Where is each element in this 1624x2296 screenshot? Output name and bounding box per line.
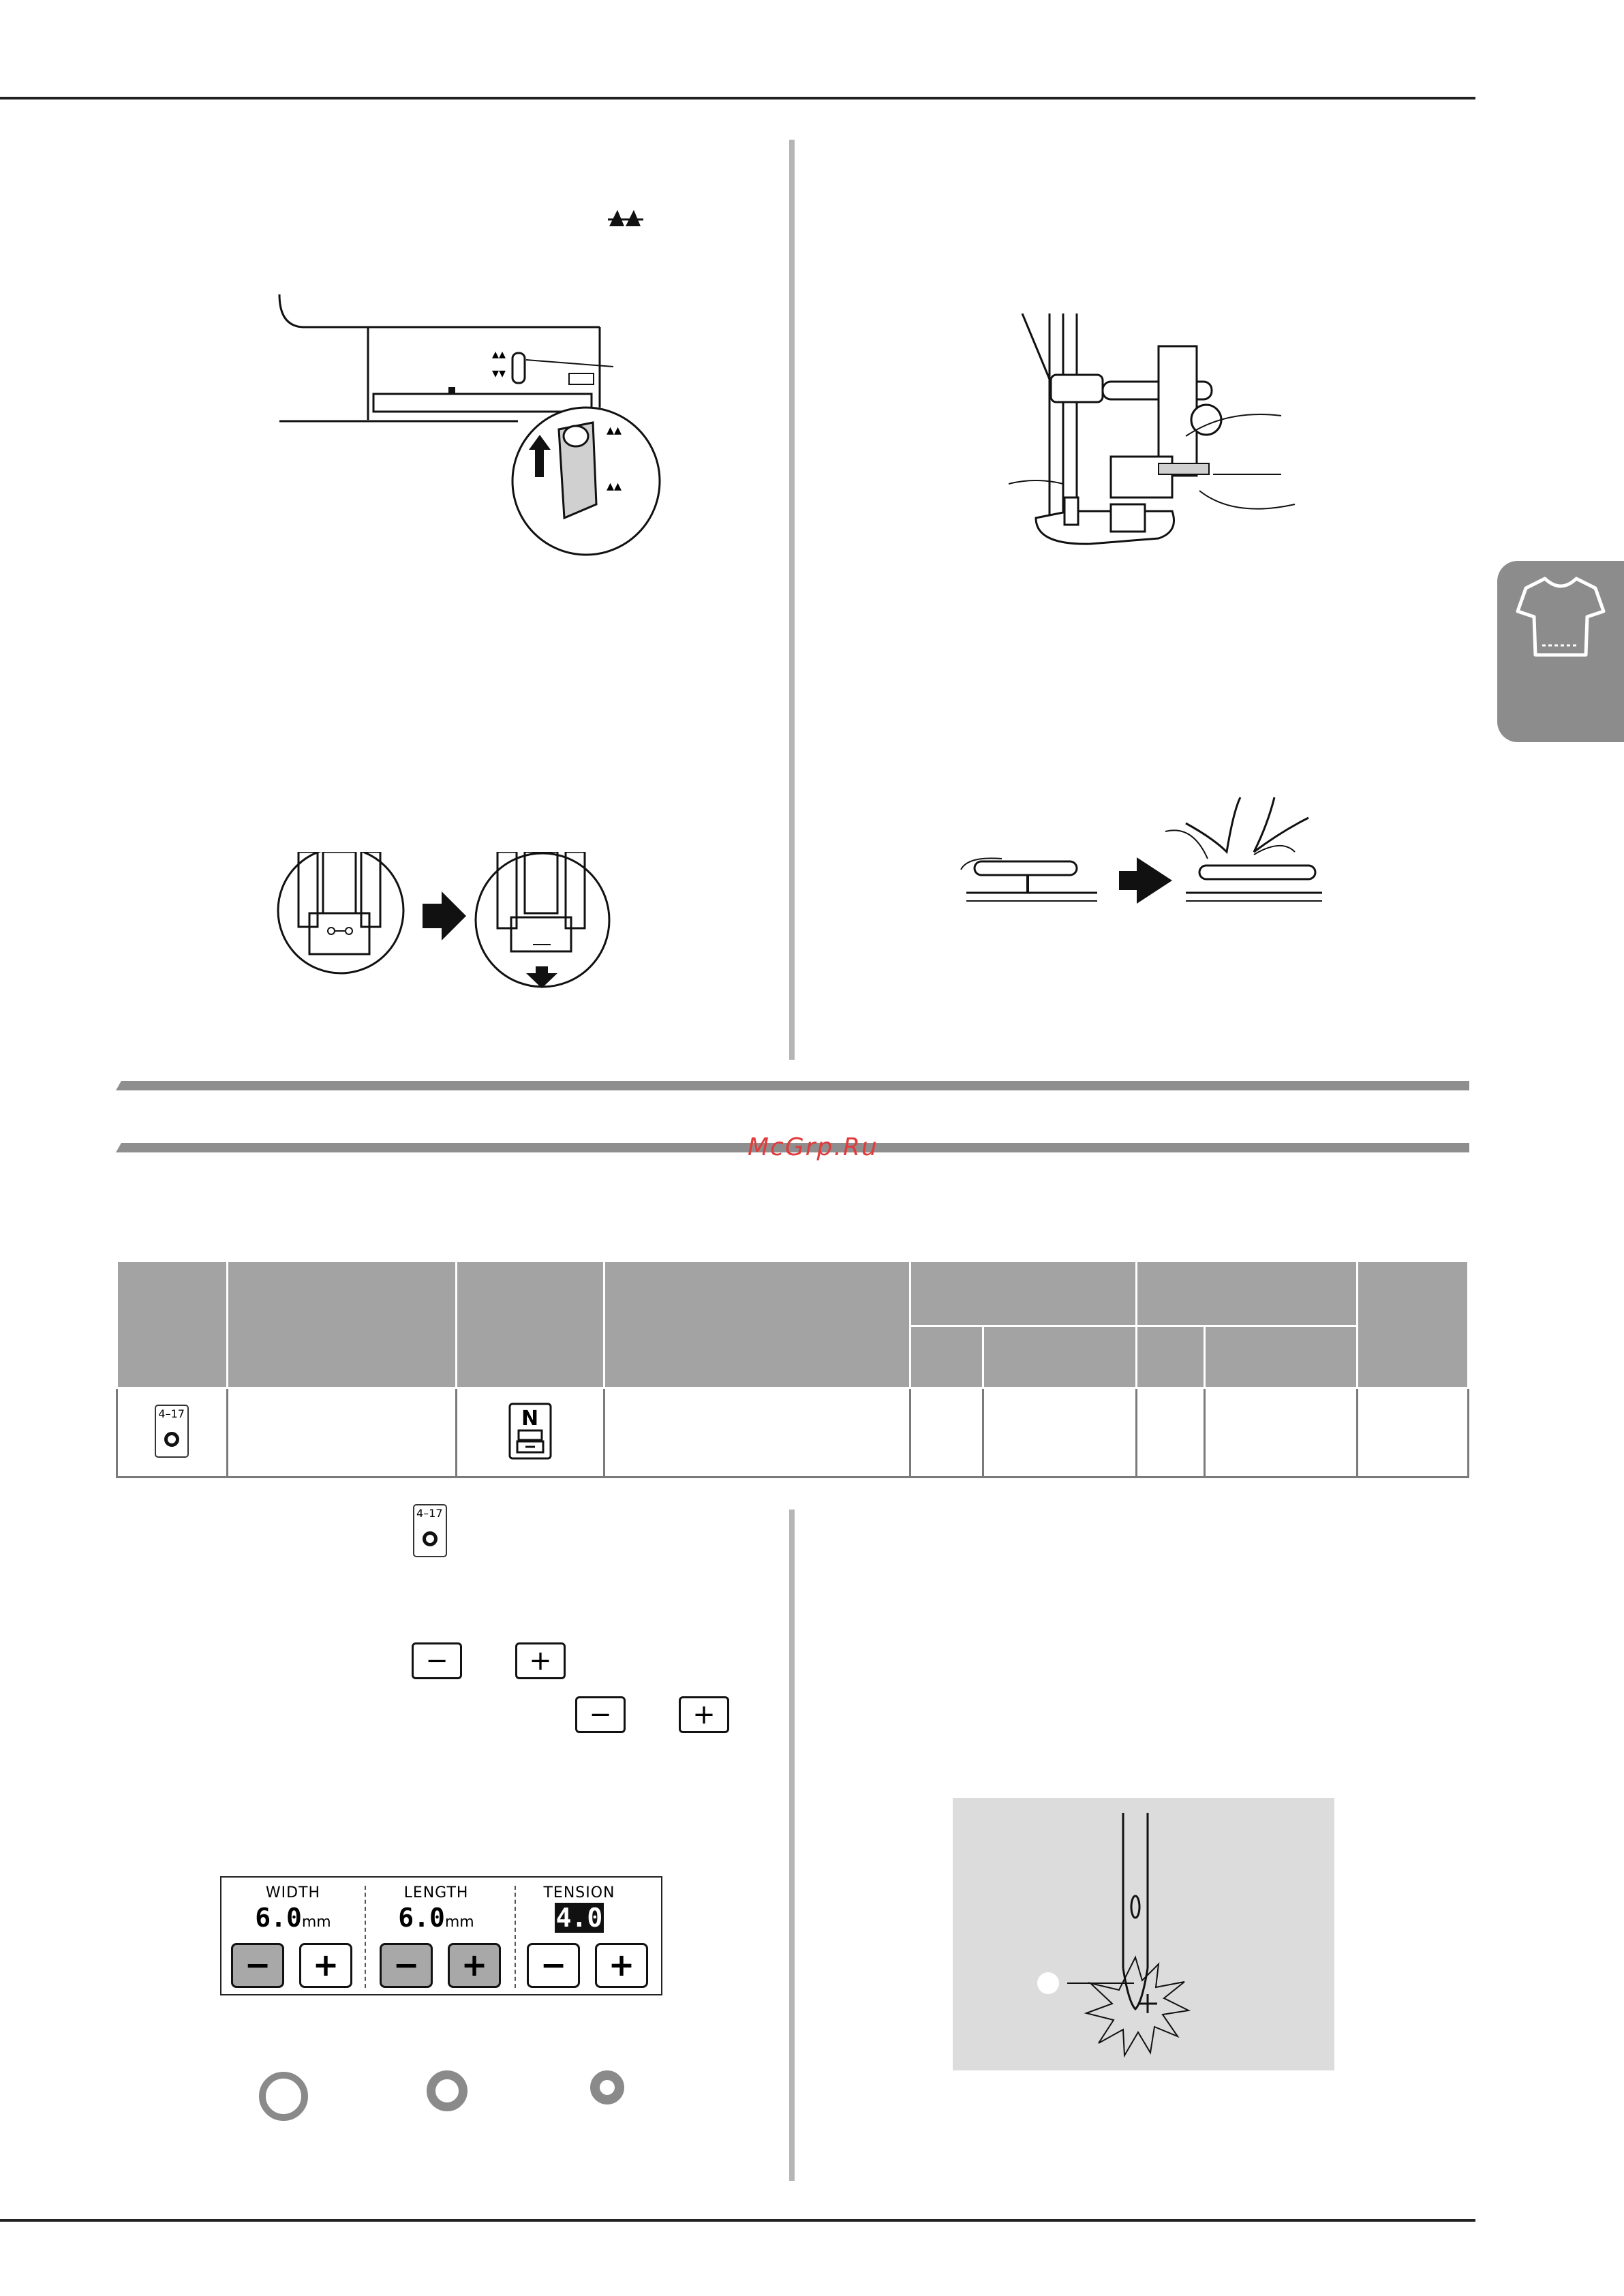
tension-value: 4.0: [555, 1903, 603, 1933]
presser-foot-needle-illustration: [1009, 313, 1308, 559]
thread-tie-illustration: [954, 791, 1336, 913]
length-value: 6.0: [398, 1903, 445, 1933]
presser-foot-n-icon: [508, 1402, 553, 1460]
eyelet-sample-large: [259, 2072, 308, 2121]
width-section: [221, 1884, 365, 1933]
header-twin-needle: [1358, 1261, 1469, 1388]
length-manual-cell: [1204, 1388, 1358, 1478]
length-plus-button[interactable]: +: [448, 1943, 501, 1988]
presser-foot-cell: [457, 1388, 604, 1478]
panel-divider-2: [515, 1886, 516, 1988]
width-auto-cell: [910, 1388, 983, 1478]
header-presser-foot: [457, 1261, 604, 1388]
feed-dog-lever-illustration: [273, 286, 695, 559]
width-minus-key-icon: −: [412, 1642, 462, 1679]
application-cell: [604, 1388, 910, 1478]
stitch-4-17-inline-icon: 4–17: [413, 1504, 447, 1557]
section-band-top: [116, 1081, 1469, 1090]
stitch-settings-panel: [220, 1876, 662, 1995]
foot-attachment-illustration: [273, 852, 627, 1009]
length-value-row: [365, 1903, 508, 1933]
eyelet-sample-medium: [427, 2070, 468, 2111]
tension-label: TENSION: [543, 1884, 615, 1901]
stitch-settings-table: [116, 1260, 1469, 1478]
top-rule: [0, 97, 1475, 100]
header-width: [910, 1261, 1136, 1326]
needle-drop-illustration: [953, 1798, 1334, 2070]
header-width-manual: [983, 1326, 1137, 1388]
pattern-cell: [227, 1388, 456, 1478]
header-stitch-name: [117, 1261, 228, 1388]
length-label: LENGTH: [403, 1884, 469, 1901]
high-feed-mark-zoom: ▴▴: [607, 422, 622, 439]
header-length: [1136, 1261, 1357, 1326]
length-plus-key-icon: +: [679, 1696, 729, 1733]
header-width-auto: [910, 1326, 983, 1388]
arrow-right-icon-2: [1119, 857, 1172, 904]
watermark: McGrp.Ru: [748, 1133, 878, 1161]
width-minus-button[interactable]: −: [231, 1943, 284, 1988]
twin-needle-cell: [1358, 1388, 1469, 1478]
header-pattern: [227, 1261, 456, 1388]
width-label: WIDTH: [265, 1884, 321, 1901]
panel-divider-1: [365, 1886, 366, 1988]
width-value-row: [221, 1903, 365, 1933]
feed-dog-up-icon: [608, 206, 649, 230]
tension-plus-button[interactable]: +: [595, 1943, 648, 1988]
tension-value-row: [508, 1903, 651, 1933]
width-plus-button[interactable]: +: [299, 1943, 352, 1988]
chapter-tab[interactable]: [1497, 561, 1624, 742]
low-feed-mark: ▾▾: [492, 365, 506, 381]
tension-section: [508, 1884, 651, 1933]
width-plus-key-icon: +: [515, 1642, 566, 1679]
inline-stitch-icon: [413, 1504, 447, 1560]
length-section: [365, 1884, 508, 1933]
width-manual-cell: [983, 1388, 1137, 1478]
shirt-icon: [1497, 561, 1624, 742]
header-application: [604, 1261, 910, 1388]
high-feed-mark: ▴▴: [492, 346, 506, 362]
header-length-manual: [1204, 1326, 1358, 1388]
column-divider-lower: [789, 1510, 795, 2181]
arrow-right-icon: [423, 891, 466, 940]
column-divider-upper: [789, 140, 795, 1060]
stitch-4-17-icon: 4–17: [155, 1405, 189, 1458]
header-length-auto: [1136, 1326, 1204, 1388]
eyelet-sample-small: [590, 2070, 624, 2104]
bottom-rule: [0, 2219, 1475, 2222]
width-unit: mm: [301, 1914, 331, 1931]
low-feed-mark-zoom: ▴▴: [607, 478, 622, 495]
stitch-cell[interactable]: [117, 1388, 228, 1478]
table-row: [117, 1388, 1469, 1478]
length-minus-button[interactable]: −: [380, 1943, 433, 1988]
length-auto-cell: [1136, 1388, 1204, 1478]
length-unit: mm: [444, 1914, 474, 1931]
foot-letter: N: [521, 1407, 539, 1430]
width-value: 6.0: [255, 1903, 302, 1933]
length-minus-key-icon: −: [575, 1696, 626, 1733]
tension-minus-button[interactable]: −: [527, 1943, 580, 1988]
